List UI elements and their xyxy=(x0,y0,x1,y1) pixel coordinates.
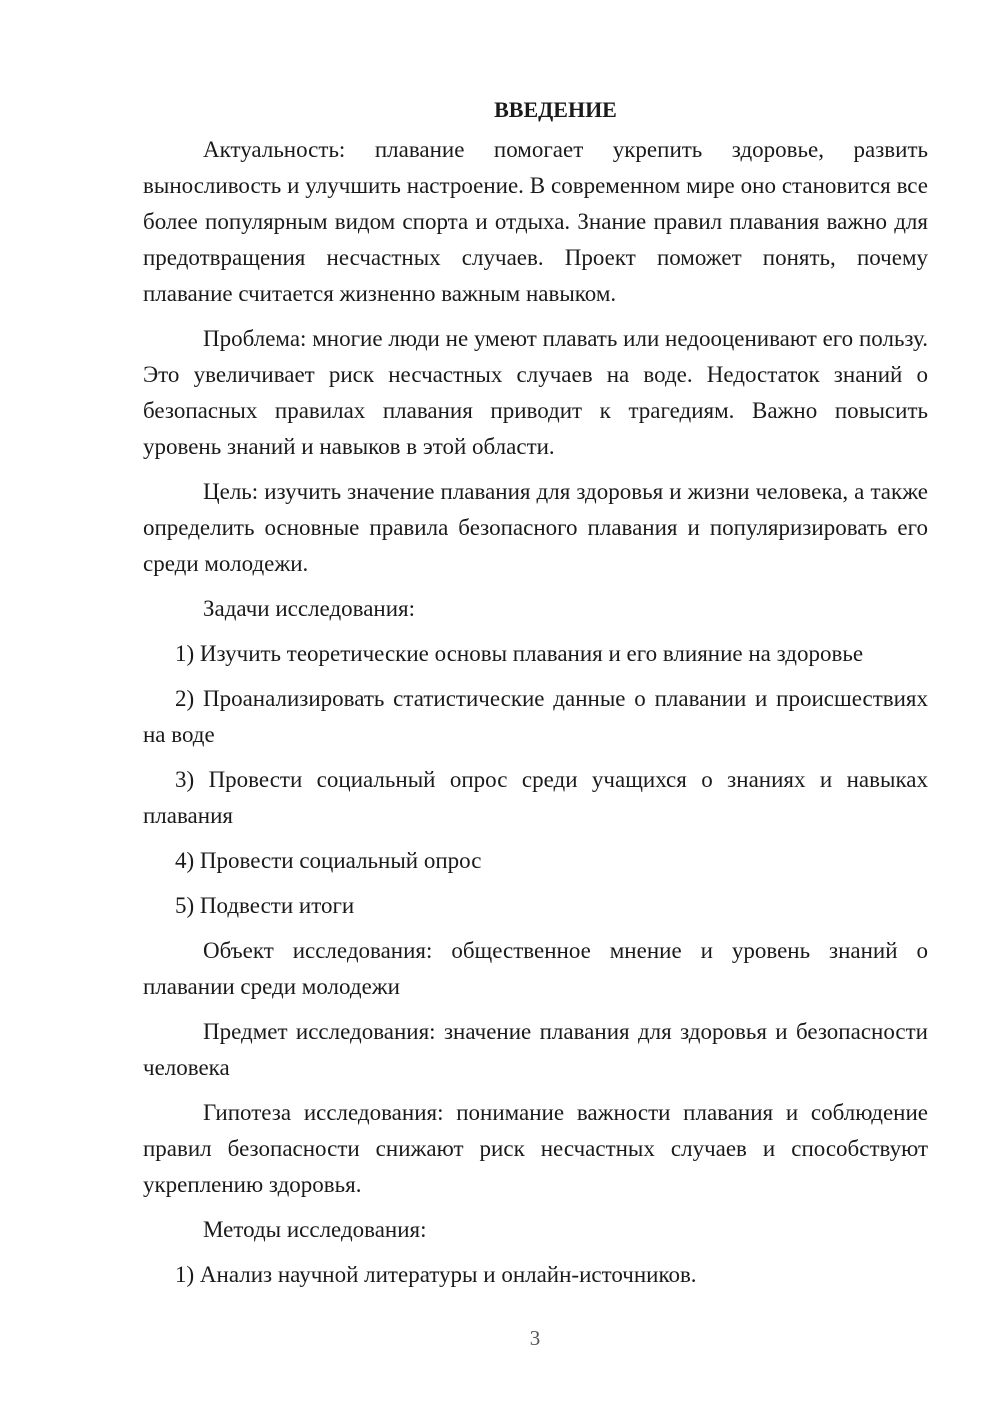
page-number: 3 xyxy=(529,1326,541,1350)
relevance-paragraph: Актуальность: плавание помогает укрепить здоровье, развить выносливость и улучшить настроение. В современном мире оно становится все более популярным видом спорта и отдыха. Знание правил плавания важно для предотвращения несчастных случаев. Проект поможет понять, почему плавание считается жизненно важным навыком. xyxy=(143,137,928,306)
problem-paragraph: Проблема: многие люди не умеют плавать или недооценивают его пользу. Это увеличивает риск несчастных случаев на воде. Недостаток знаний о безопасных правилах плавания приводит к трагедиям. Важно повысить уровень знаний и навыков в этой области. xyxy=(143,326,928,459)
task-item-3: 3) Провести социальный опрос среди учащихся о знаниях и навыках плавания xyxy=(143,767,928,828)
hypothesis-paragraph: Гипотеза исследования: понимание важности плавания и соблюдение правил безопасности снижают риск несчастных случаев и способствуют укреплению здоровья. xyxy=(143,1100,928,1197)
task-item-1: 1) Изучить теоретические основы плавания и его влияние на здоровье xyxy=(175,641,864,666)
object-paragraph: Объект исследования: общественное мнение и уровень знаний о плавании среди молодежи xyxy=(143,938,928,999)
subject-paragraph: Предмет исследования: значение плавания для здоровья и безопасности человека xyxy=(143,1019,928,1080)
task-item-5: 5) Подвести итоги xyxy=(175,893,355,918)
document-body xyxy=(143,92,928,1302)
task-item-4: 4) Провести социальный опрос xyxy=(175,848,482,873)
methods-heading: Методы исследования: xyxy=(203,1217,427,1242)
goal-paragraph: Цель: изучить значение плавания для здоровья и жизни человека, а также определить основные правила безопасного плавания и популяризировать его среди молодежи. xyxy=(143,479,928,576)
page-title: ВВЕДЕНИЕ xyxy=(494,97,617,122)
task-item-2: 2) Проанализировать статистические данные о плавании и происшествиях на воде xyxy=(143,686,928,747)
tasks-heading: Задачи исследования: xyxy=(203,596,416,621)
method-item-1: 1) Анализ научной литературы и онлайн-источников. xyxy=(175,1262,697,1287)
